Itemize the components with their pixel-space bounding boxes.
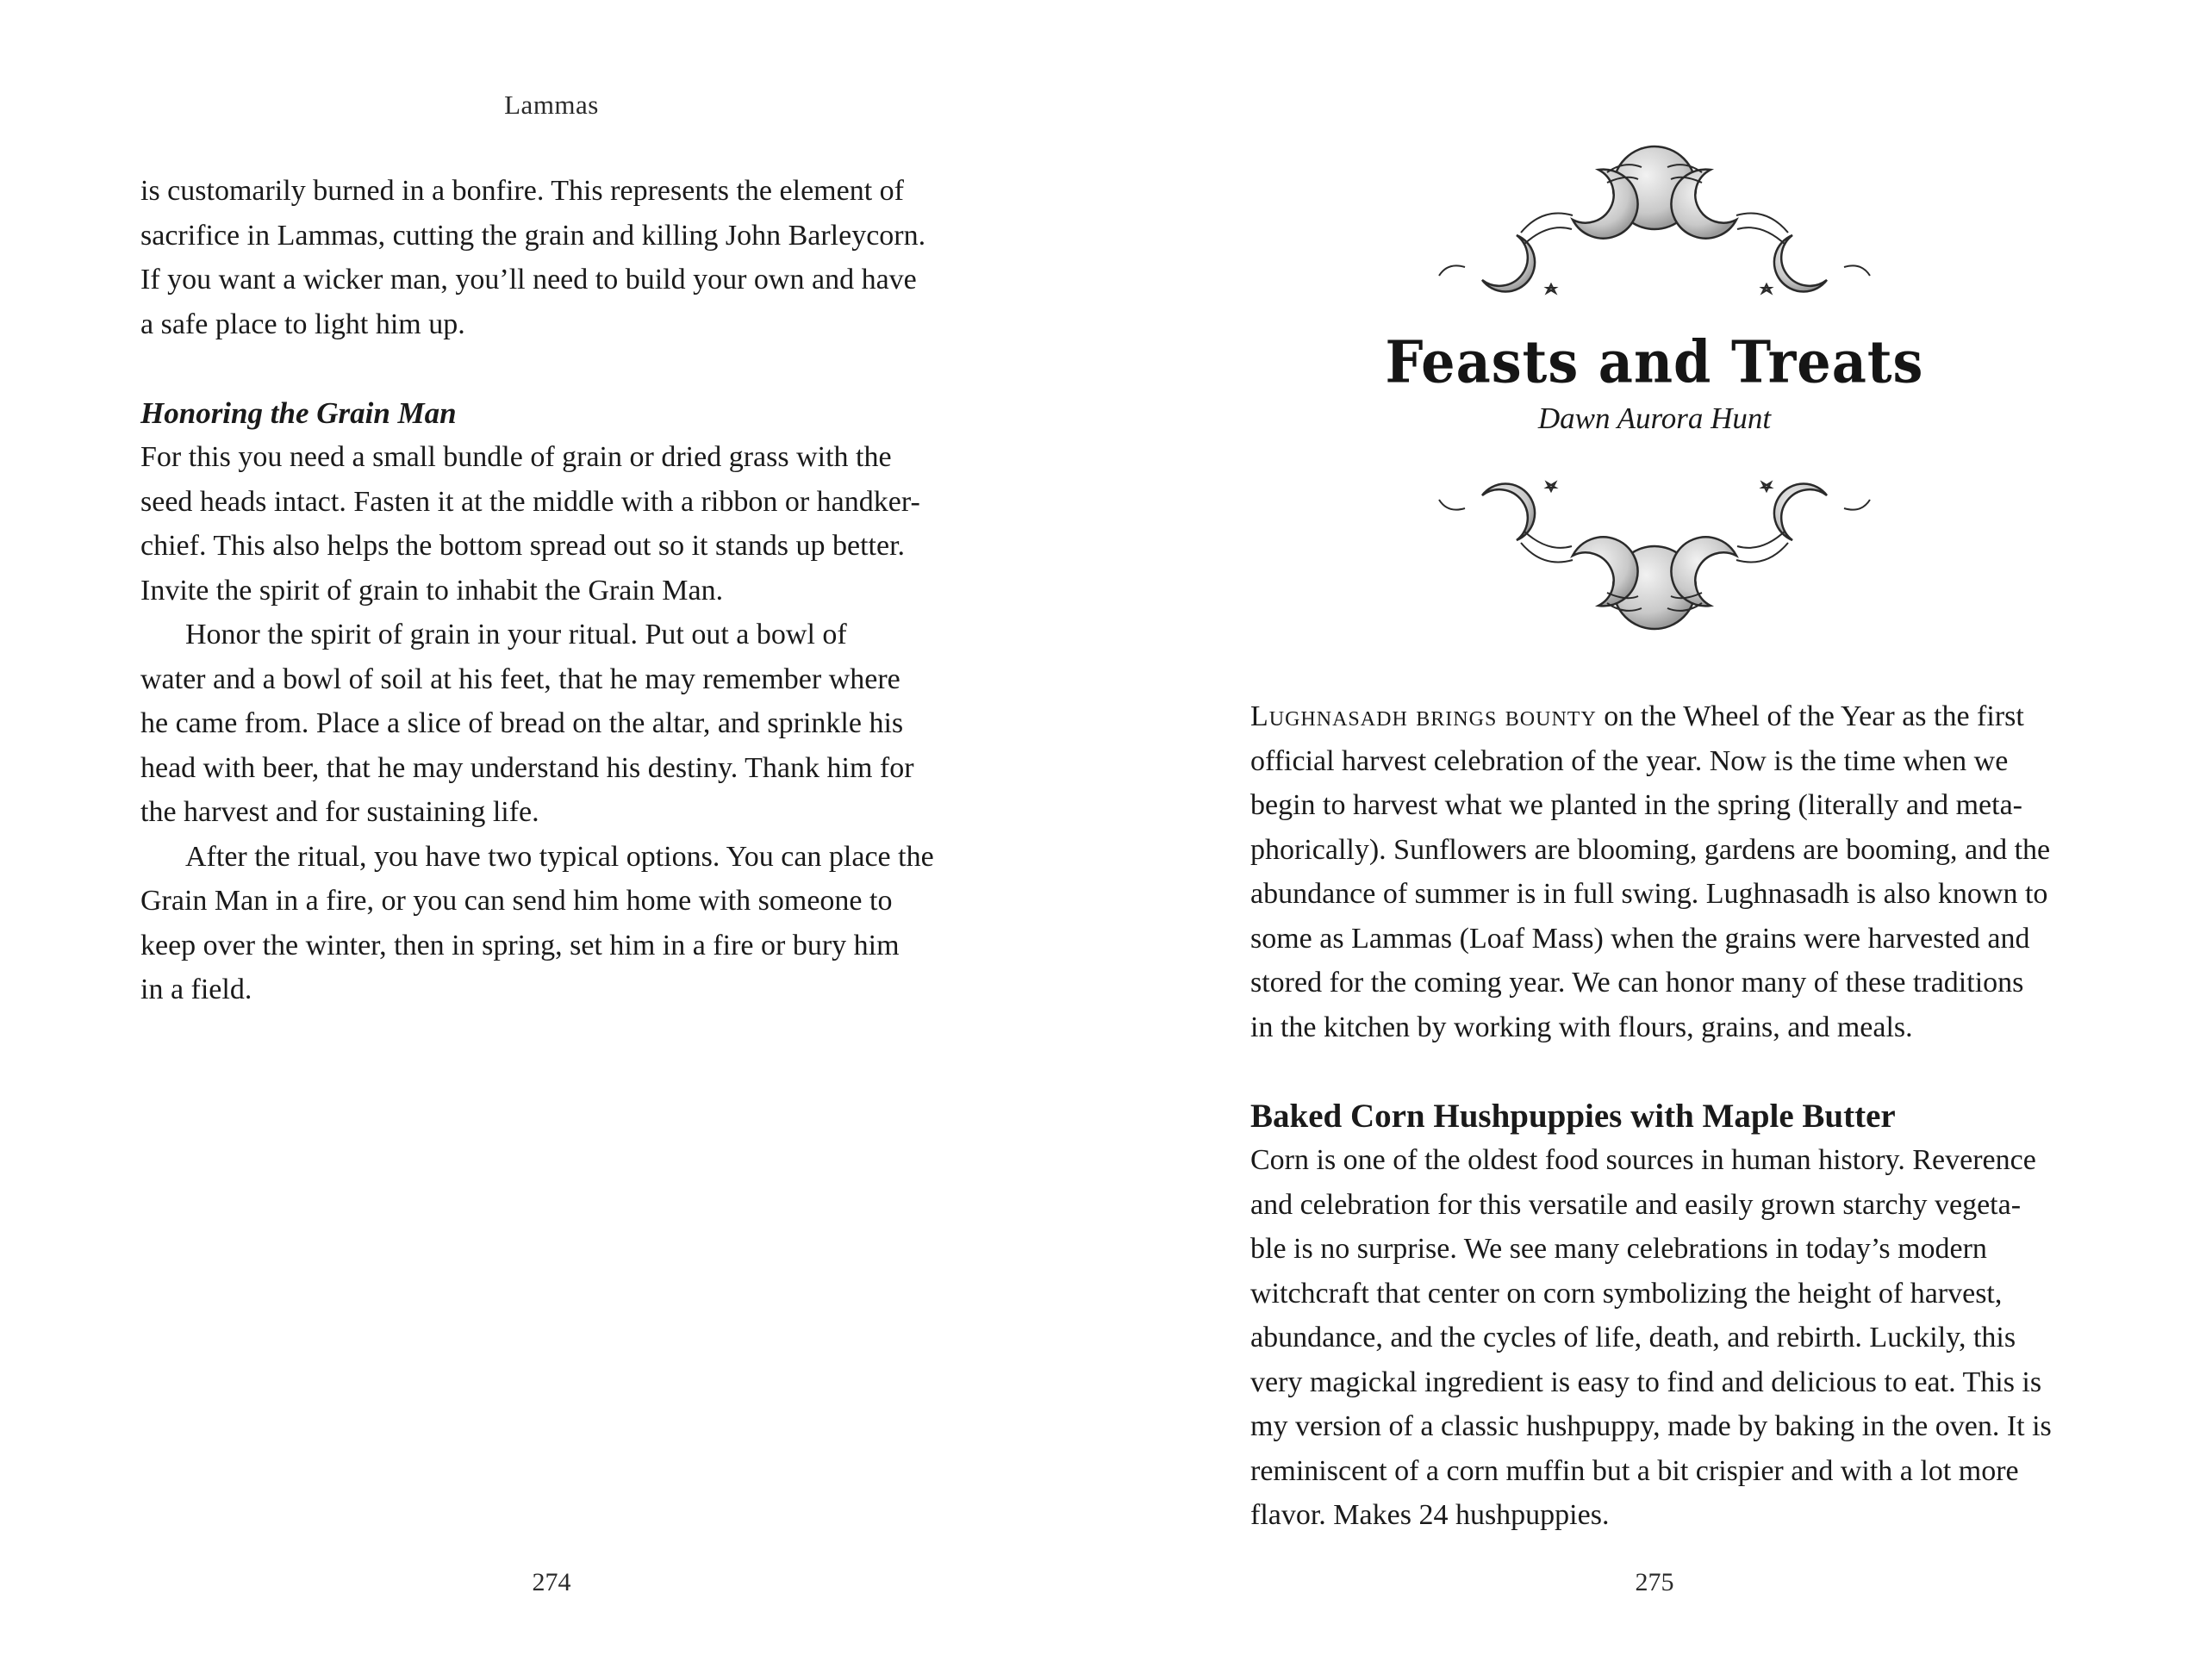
intro-paragraph (1250, 694, 2079, 1049)
recipe-title: Baked Corn Hushpuppies with Maple Butter (1250, 1097, 1896, 1135)
text-line: on the Wheel of the Year as the first (1596, 700, 2024, 732)
text-line: seed heads intact. Fasten it at the middle with a ribbon or handker- (140, 485, 920, 518)
text-line: Corn is one of the oldest food sources in human history. Reverence (1250, 1144, 2036, 1176)
text-line: Honor the spirit of grain in your ritual. Put out a bowl of (185, 619, 847, 650)
moon-phases-icon (1422, 138, 1887, 319)
text-line: water and a bowl of soil at his feet, that he may remember where (140, 663, 900, 695)
text-line: reminiscent of a corn muffin but a bit crispier and with a lot more (1250, 1454, 2019, 1487)
recipe-paragraph (1250, 1138, 2079, 1538)
text-line: For this you need a small bundle of grain or dried grass with the (140, 441, 892, 473)
text-line: phorically). Sunflowers are blooming, gardens are booming, and the (1250, 833, 2051, 866)
subheading: Honoring the Grain Man (140, 395, 457, 430)
text-line: begin to harvest what we planted in the spring (literally and meta- (1250, 789, 2023, 821)
paragraph-1 (140, 169, 969, 346)
text-line: abundance, and the cycles of life, death, and rebirth. Luckily, this (1250, 1322, 2016, 1353)
text-line: and celebration for this versatile and easily grown starchy vegeta- (1250, 1188, 2022, 1221)
text-line: he came from. Place a slice of bread on the altar, and sprinkle his (140, 707, 904, 739)
text-line: some as Lammas (Loaf Mass) when the grains were harvested and (1250, 922, 2030, 955)
text-line: is customarily burned in a bonfire. This represents the element of (140, 175, 904, 207)
intro-lead: Lughnasadh brings bounty (1250, 700, 1597, 732)
text-line: my version of a classic hushpuppy, made by baking in the oven. It is (1250, 1410, 2052, 1442)
text-line: head with beer, that he may understand his destiny. Thank him for (140, 751, 914, 784)
text-line: abundance of summer is in full swing. Lughnasadh is also known to (1250, 878, 2048, 910)
text-line: sacrifice in Lammas, cutting the grain and killing John Barleycorn. (140, 219, 926, 252)
text-line: flavor. Makes 24 hushpuppies. (1250, 1499, 1610, 1531)
text-line: witchcraft that center on corn symbolizing the height of harvest, (1250, 1277, 2003, 1310)
text-line: keep over the winter, then in spring, set him in a fire or bury him (140, 929, 900, 961)
moon-phases-icon (1422, 457, 1887, 638)
text-line: official harvest celebration of the year. Now is the time when we (1250, 744, 2009, 777)
right-text-block (1250, 694, 2079, 1538)
text-line: a safe place to light him up. (140, 308, 465, 340)
right-page (1103, 0, 2206, 1680)
chapter-author: Dawn Aurora Hunt (1537, 401, 1772, 435)
left-text-block (140, 169, 969, 1012)
paragraph-3 (140, 613, 969, 835)
text-line: Grain Man in a fire, or you can send him home with someone to (140, 885, 893, 917)
text-line: in the kitchen by working with flours, grains, and meals. (1250, 1011, 1913, 1043)
text-line: chief. This also helps the bottom spread out so it stands up better. (140, 530, 906, 562)
chapter-title: Feasts and Treats (1385, 328, 1924, 396)
paragraph-4 (140, 835, 969, 1012)
text-line: the harvest and for sustaining life. (140, 796, 539, 828)
text-line: After the ritual, you have two typical options. You can place the (185, 840, 934, 873)
text-line: ble is no surprise. We see many celebrations in today’s modern (1250, 1233, 1987, 1265)
text-line: Invite the spirit of grain to inhabit the Grain Man. (140, 574, 724, 607)
text-line: very magickal ingredient is easy to find and delicious to eat. This is (1250, 1366, 2042, 1398)
text-line: If you want a wicker man, you’ll need to build your own and have (140, 264, 917, 296)
text-line: in a field. (140, 974, 252, 1005)
page-number-right: 275 (1635, 1568, 1674, 1596)
text-line: stored for the coming year. We can honor many of these traditions (1250, 967, 2024, 999)
page-number-left: 274 (532, 1568, 571, 1596)
paragraph-2 (140, 435, 969, 613)
running-head: Lammas (504, 90, 599, 120)
